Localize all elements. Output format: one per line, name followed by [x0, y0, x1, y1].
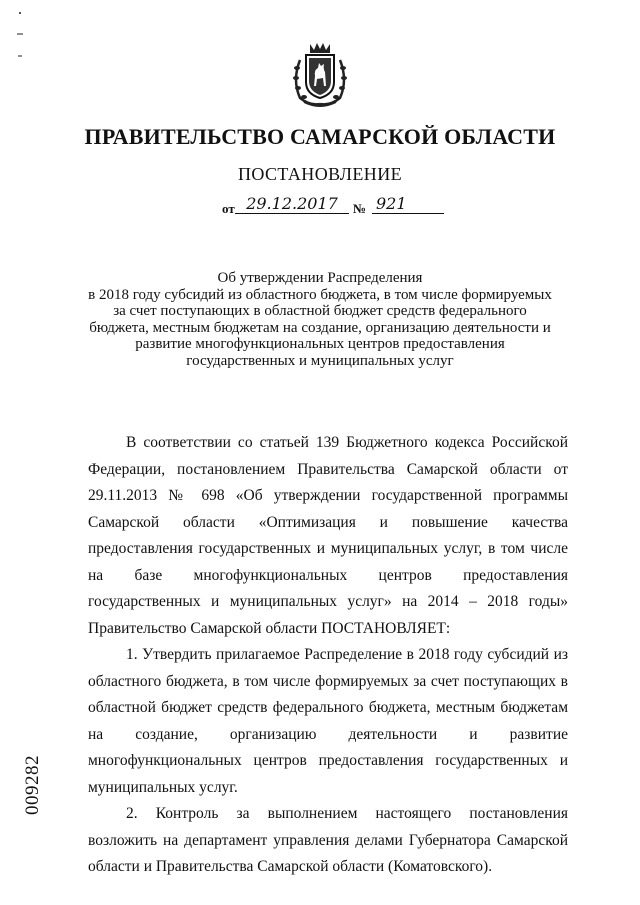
body-paragraph-item-1: 1. Утвердить прилагаемое Распределение в 2018 году субсидий из областного бюджета, в том числе формируемых за счет поступающих в областной бюджет средств федерального бюджета, местным бюджетам на создание, организацию деятельности и развитие многофункциональных центров предоставления государственных и муниципальных услуг.	[88, 646, 568, 796]
body-paragraph-preamble: В соответствии со статьей 139 Бюджетного кодекса Российской Федерации, постановлением Правительства Самарской области от 29.11.2013 № 698 «Об утверждении государственной программы Самарской области «Оптимизация и повышение качества предоставления государственных и муниципальных услуг, в том числе на базе многофункциональных центров предоставления государственных и муниципальных услуг» на 2014 – 2018 годы» Правительство Самарской области ПОСТАНОВЛЯЕТ:	[88, 434, 568, 637]
organization-title: ПРАВИТЕЛЬСТВО САМАРСКОЙ ОБЛАСТИ	[84, 124, 556, 149]
title-line: в 2018 году субсидий из областного бюджета, в том числе формируемых	[88, 286, 552, 303]
number-label: №	[353, 201, 367, 216]
title-line: бюджета, местным бюджетам на создание, организацию деятельности и	[89, 319, 551, 336]
title-line: государственных и муниципальных услуг	[186, 352, 454, 369]
document-type: ПОСТАНОВЛЕНИЕ	[237, 164, 403, 184]
title-line: за счет поступающих в областной бюджет средств федерального	[113, 303, 527, 320]
body-paragraph-item-2: 2. Контроль за выполнением настоящего постановления возложить на департамент управления делами Губернатора Самарской области и Правительства Самарской области (Коматовского).	[88, 805, 568, 875]
title-line: развитие многофункциональных центров предоставления	[135, 336, 505, 353]
margin-marks	[14, 10, 26, 70]
coat-of-arms-icon	[290, 40, 350, 110]
document-date: 29.12.2017	[235, 195, 349, 214]
title-line: Об утверждении Распределения	[217, 270, 423, 286]
document-number: 921	[372, 195, 444, 214]
side-code-text: 009282	[22, 755, 43, 815]
resolution-title	[70, 270, 570, 370]
document-dateline	[222, 196, 442, 216]
date-prefix: от	[222, 201, 235, 216]
resolution-body	[88, 430, 568, 881]
side-registration-code	[18, 750, 48, 820]
